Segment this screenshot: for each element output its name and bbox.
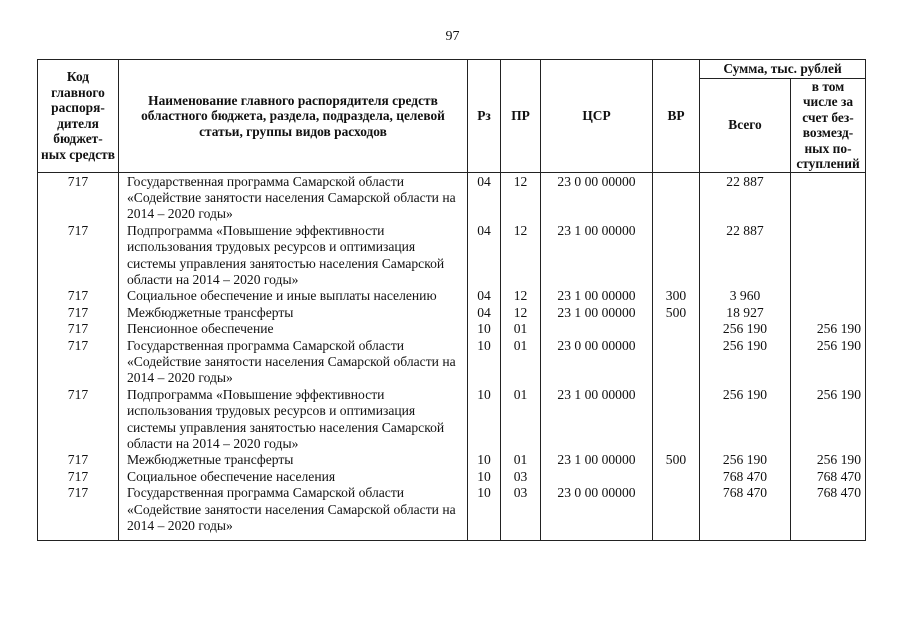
header-sum: Сумма, тыс. рублей bbox=[700, 60, 866, 79]
total-cell: 768 470 bbox=[700, 469, 791, 485]
free-cell: 256 190 bbox=[791, 452, 866, 468]
vr-cell bbox=[653, 469, 700, 485]
csr-cell: 23 0 00 00000 bbox=[541, 172, 653, 223]
vr-cell bbox=[653, 223, 700, 289]
name-cell: Межбюджетные трансферты bbox=[119, 452, 468, 468]
table-row bbox=[38, 469, 866, 485]
total-cell: 256 190 bbox=[700, 321, 791, 337]
total-cell: 3 960 bbox=[700, 288, 791, 304]
csr-cell: 23 1 00 00000 bbox=[541, 288, 653, 304]
csr-cell bbox=[541, 321, 653, 337]
total-cell: 256 190 bbox=[700, 338, 791, 387]
pr-cell: 12 bbox=[501, 305, 541, 321]
free-cell: 256 190 bbox=[791, 321, 866, 337]
csr-cell: 23 1 00 00000 bbox=[541, 223, 653, 289]
free-cell: 256 190 bbox=[791, 387, 866, 453]
table-row bbox=[38, 223, 866, 289]
vr-cell bbox=[653, 338, 700, 387]
rz-cell: 04 bbox=[468, 172, 501, 223]
pr-cell: 03 bbox=[501, 485, 541, 541]
rz-cell: 10 bbox=[468, 387, 501, 453]
table-header bbox=[38, 60, 866, 173]
csr-cell: 23 0 00 00000 bbox=[541, 485, 653, 541]
free-cell: 256 190 bbox=[791, 338, 866, 387]
pr-cell: 12 bbox=[501, 288, 541, 304]
csr-cell: 23 1 00 00000 bbox=[541, 452, 653, 468]
code-cell: 717 bbox=[38, 469, 119, 485]
vr-cell: 500 bbox=[653, 305, 700, 321]
code-cell: 717 bbox=[38, 387, 119, 453]
name-cell: Государственная программа Самарской области «Содействие занятости населения Самарской области на 2014 – 2020 годы» bbox=[119, 338, 468, 387]
header-free: в том числе за счет без-возмезд-ных по-ступлений bbox=[791, 78, 866, 172]
header-name: Наименование главного распорядителя средств областного бюджета, раздела, подраздела, целевой статьи, группы видов расходов bbox=[119, 60, 468, 173]
name-cell: Подпрограмма «Повышение эффективности использования трудовых ресурсов и оптимизация системы управления занятостью населения Самарской области на 2014 – 2020 годы» bbox=[119, 223, 468, 289]
free-cell bbox=[791, 172, 866, 223]
total-cell: 18 927 bbox=[700, 305, 791, 321]
csr-cell: 23 1 00 00000 bbox=[541, 305, 653, 321]
vr-cell: 500 bbox=[653, 452, 700, 468]
code-cell: 717 bbox=[38, 321, 119, 337]
header-csr: ЦСР bbox=[541, 60, 653, 173]
table-body bbox=[38, 172, 866, 541]
pr-cell: 12 bbox=[501, 172, 541, 223]
vr-cell bbox=[653, 485, 700, 541]
pr-cell: 01 bbox=[501, 452, 541, 468]
free-cell bbox=[791, 223, 866, 289]
free-cell bbox=[791, 305, 866, 321]
csr-cell: 23 0 00 00000 bbox=[541, 338, 653, 387]
csr-cell bbox=[541, 469, 653, 485]
rz-cell: 04 bbox=[468, 223, 501, 289]
table-row bbox=[38, 172, 866, 223]
total-cell: 22 887 bbox=[700, 223, 791, 289]
code-cell: 717 bbox=[38, 288, 119, 304]
rz-cell: 10 bbox=[468, 485, 501, 541]
name-cell: Социальное обеспечение и иные выплаты населению bbox=[119, 288, 468, 304]
pr-cell: 03 bbox=[501, 469, 541, 485]
header-total: Всего bbox=[700, 78, 791, 172]
rz-cell: 10 bbox=[468, 321, 501, 337]
name-cell: Государственная программа Самарской области «Содействие занятости населения Самарской области на 2014 – 2020 годы» bbox=[119, 485, 468, 541]
total-cell: 256 190 bbox=[700, 387, 791, 453]
table-row bbox=[38, 387, 866, 453]
name-cell: Межбюджетные трансферты bbox=[119, 305, 468, 321]
total-cell: 22 887 bbox=[700, 172, 791, 223]
rz-cell: 10 bbox=[468, 469, 501, 485]
table-row bbox=[38, 452, 866, 468]
code-cell: 717 bbox=[38, 172, 119, 223]
table-row bbox=[38, 485, 866, 541]
vr-cell bbox=[653, 172, 700, 223]
table-row bbox=[38, 321, 866, 337]
code-cell: 717 bbox=[38, 452, 119, 468]
header-rz: Рз bbox=[468, 60, 501, 173]
name-cell: Подпрограмма «Повышение эффективности использования трудовых ресурсов и оптимизация системы управления занятостью населения Самарской области на 2014 – 2020 годы» bbox=[119, 387, 468, 453]
pr-cell: 01 bbox=[501, 338, 541, 387]
header-vr: ВР bbox=[653, 60, 700, 173]
total-cell: 256 190 bbox=[700, 452, 791, 468]
header-code: Код главного распоря-дителя бюджет-ных средств bbox=[38, 60, 119, 173]
free-cell: 768 470 bbox=[791, 469, 866, 485]
csr-cell: 23 1 00 00000 bbox=[541, 387, 653, 453]
vr-cell bbox=[653, 321, 700, 337]
rz-cell: 10 bbox=[468, 338, 501, 387]
free-cell bbox=[791, 288, 866, 304]
code-cell: 717 bbox=[38, 305, 119, 321]
header-pr: ПР bbox=[501, 60, 541, 173]
name-cell: Пенсионное обеспечение bbox=[119, 321, 468, 337]
vr-cell: 300 bbox=[653, 288, 700, 304]
code-cell: 717 bbox=[38, 485, 119, 541]
code-cell: 717 bbox=[38, 223, 119, 289]
table-row bbox=[38, 288, 866, 304]
free-cell: 768 470 bbox=[791, 485, 866, 541]
table-row bbox=[38, 305, 866, 321]
pr-cell: 01 bbox=[501, 321, 541, 337]
page-number: 97 bbox=[445, 29, 460, 44]
rz-cell: 04 bbox=[468, 288, 501, 304]
code-cell: 717 bbox=[38, 338, 119, 387]
rz-cell: 04 bbox=[468, 305, 501, 321]
budget-table bbox=[37, 59, 866, 541]
vr-cell bbox=[653, 387, 700, 453]
name-cell: Социальное обеспечение населения bbox=[119, 469, 468, 485]
pr-cell: 01 bbox=[501, 387, 541, 453]
total-cell: 768 470 bbox=[700, 485, 791, 541]
pr-cell: 12 bbox=[501, 223, 541, 289]
table-row bbox=[38, 338, 866, 387]
rz-cell: 10 bbox=[468, 452, 501, 468]
name-cell: Государственная программа Самарской области «Содействие занятости населения Самарской области на 2014 – 2020 годы» bbox=[119, 172, 468, 223]
